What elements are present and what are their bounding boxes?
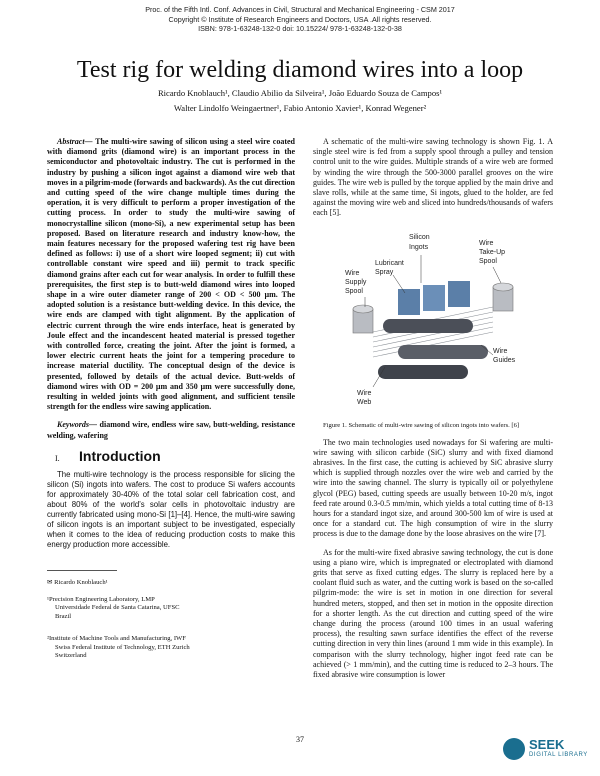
affiliation-1-line-2: Universidade Federal de Santa Catarina, UFSC: [55, 604, 180, 612]
silicon-ingots: [398, 281, 470, 315]
affiliation-1-line-3: Brazil: [55, 612, 72, 620]
logo-name: SEEK: [529, 737, 565, 752]
label-guides-1: Wire: [493, 347, 508, 355]
label-web-1: Wire: [357, 389, 372, 397]
label-takeup-3: Spool: [479, 257, 497, 265]
wire-supply-spool: [353, 305, 373, 333]
label-silicon-ingots-2: Ingots: [409, 243, 429, 251]
section-number: I.: [55, 453, 60, 463]
label-takeup-2: Take-Up: [479, 248, 506, 256]
abstract-text: The multi-wire sawing of silicon using a steel wire coated with diamond grits (diamond wire) is an important process in the semiconductor and photovoltaic industry. The cut is performed in the industry by pushing a silicon ingot against a diamond wire web that moves in a pilgrim-mode (forwards and backwards). As the cut direction and cutting speed of the wire change multiple times during the operation, it is very difficult to perform a proper investigation of the cutting process. In order to study the multi-wire sawing of monocrystalline silicon (mono-Si), a new experimental setup has been proposed. Based on literature research and industry know-how, the main features necessary for the proposed wafering test rig have been defined as follows: i) use of a short wire looped segment; ii) cut with controllable constant wire speed and iii) permit to track specific diamond grains after each cut for wear analysis. In order to fulfill these prerequisites, the first step is to butt-weld diamond wires into looped shape in a wire outer diameter range of 200 < OD < 500 µm. The adopted solution is a resistance butt-welding device. In this device, the wire ends are clamped with tight alignment. By the application of electric current through the wire ends interface, heat is generated by Joule effect and the incandescent heated material is pressed together with controlled force, creating the joint. After the joint is formed, a lower electric current heats the joint for a tempering procedure to increase material ductility. The conceptual design of the device is presented, followed by details of the actual device. Butt-welds of diamond wires with OD = 200 µm and 350 µm were successfully done, resulting in welded joints with good alignment, and sufficient tensile strength for the endless wire sawing application.: [47, 137, 295, 412]
figure-1-caption: Figure 1. Schematic of multi-wire sawing of silicon ingots into wafers. [6]: [323, 421, 520, 429]
proceedings-header: [100, 5, 500, 34]
affiliation-1-line-1: ¹Precision Engineering Laboratory, LMP: [47, 595, 155, 603]
intro-paragraph: The multi-wire technology is the process responsible for slicing the silicon (Si) ingots into wafers. The cost to produce Si wafers accounts for approximately 30-40% of the total solar cell fabrication cost, and about 80% of the world’s solar cells in photovoltaic industry are currently fabricated using mono-Si [1]–[4]. Hence, the multi-wire sawing of silicon ingots is an important subject to be investigated, especially when it comes to the idea of reducing production costs to make this energy production more accessible.: [47, 470, 295, 550]
wire-takeup-spool: [493, 283, 513, 311]
page-number: 37: [296, 735, 304, 744]
corresponding-author: ✉ Ricardo Knoblauch¹: [47, 579, 108, 587]
wire-guide-roll-2: [398, 345, 488, 359]
seek-digital-library-logo[interactable]: [503, 736, 595, 766]
footnote-divider: [47, 570, 117, 571]
seek-logo-icon: [503, 738, 525, 760]
abstract: [47, 137, 295, 412]
wire-guide-roll-1: [383, 319, 473, 333]
logo-subtitle: DIGITAL LIBRARY: [529, 752, 588, 758]
affiliation-2-line-2: Swiss Federal Institute of Technology, ETH Zurich: [55, 643, 190, 651]
right-paragraph-1: A schematic of the multi-wire sawing technology is shown Fig. 1. A single steel wire is fed from a supply spool through a pulley and tension control unit to the wire guides. Multiple strands of a wire web are formed by winding the wire through the 500-3000 parallel grooves on the wire guides. The wire web is pulled by the torque applied by the main drive and slave rolls, while at the same time, Si ingots, glued to the holder, are fed against the moving wire web and sliced into hundreds/thousands of wafers each [5].: [313, 137, 553, 218]
label-lubricant-1: Lubricant: [375, 259, 404, 267]
abstract-label: Abstract—: [57, 137, 93, 146]
section-title: Introduction: [79, 447, 161, 464]
affiliation-1: [47, 596, 295, 622]
right-paragraph-2: The two main technologies used nowadays for Si wafering are multi-wire sawing with silicon carbide (SiC) slurry and with fixed diamond abrasives. In the first case, the cutting is achieved by SiC abrasive slurry which is supplied through nozzles over the wire web and carried by the wire into the sawing channel. The slurry is typically oil or polyethylene glycol (PEG) based, cutting speeds are usually between 10-20 m/s, ingot feed rate around 0.3-0.5 mm/min, which yields a total cutting time of 8-13 hours for a standard ingot size, and around 300-500 km of wire is used at once for a standard cut. The high consumption of wire in the slurry process is due to the damage done by the loose abrasives on the wire [7].: [313, 437, 553, 539]
keywords-label: Keywords—: [57, 420, 97, 430]
authors-line-1: Ricardo Knoblauch¹, Claudio Abilio da Silveira¹, João Eduardo Souza de Campos¹: [157, 88, 443, 98]
right-paragraph-3: As for the multi-wire fixed abrasive sawing technology, the cut is done using a piano wire, which is impregnated or electroplated with diamond grits that serve as fixed cutting edges. The slurry is replaced here by a coolant fluid such as water, and the cutting work is based on the so-called pilgrim-mode: the wire is set in motion in one direction for several hundred meters, stopped, and then set in motion in the opposite direction for a shorter length. As the cut direction and cutting speed of the wire change during the process (around 100 times in an usual wafering process), the resulting sawn surface identifies the effect of the reverse cutting direction in very thin lines (around 1 mm wide in this example). In comparison with the slurry technology, higher ingot feed rate can be achieved (> 1 mm/min), and the cutting time is reduced to 2–3 hours. The fixed abrasive wire consumption is lower: [313, 547, 553, 680]
label-supply-2: Supply: [345, 278, 367, 286]
header-line-2: Copyright © Institute of Research Engineers and Doctors, USA .All rights reserved.: [168, 14, 432, 24]
label-takeup-1: Wire: [479, 239, 494, 247]
section-heading: [47, 447, 295, 464]
wire-guide-roll-3: [378, 365, 468, 379]
label-silicon-ingots-1: Silicon: [409, 233, 430, 241]
label-lubricant-2: Spray: [375, 268, 394, 276]
left-column: [47, 137, 295, 669]
affiliation-2-line-3: Switzerland: [55, 652, 87, 660]
header-line-3: ISBN: 978-1-63248-132-0 doi: 10.15224/ 978-1-63248-132-0-38: [198, 24, 402, 33]
label-web-2: Web: [357, 398, 372, 406]
label-guides-2: Guides: [493, 356, 516, 364]
label-supply-1: Wire: [345, 269, 360, 277]
right-column: [313, 137, 553, 680]
author-list: [60, 86, 540, 116]
figure-1: [343, 227, 523, 417]
affiliation-2-line-1: ²Institute of Machine Tools and Manufacturing, IWF: [47, 635, 186, 643]
authors-line-2: Walter Lindolfo Weingaertner¹, Fabio Antonio Xavier¹, Konrad Wegener²: [173, 103, 427, 113]
wire-saw-schematic: [343, 227, 523, 417]
header-line-1: Proc. of the Fifth Intl. Conf. Advances in Civil, Structural and Mechanical Engineering - CSM 2017: [145, 5, 455, 14]
label-supply-3: Spool: [345, 287, 363, 295]
keywords: [47, 420, 295, 440]
paper-title: Test rig for welding diamond wires into a loop: [76, 57, 524, 83]
affiliation-2: [47, 635, 295, 661]
keywords-text: diamond wire, endless wire saw, butt-welding, resistance welding, wafering: [47, 420, 295, 440]
